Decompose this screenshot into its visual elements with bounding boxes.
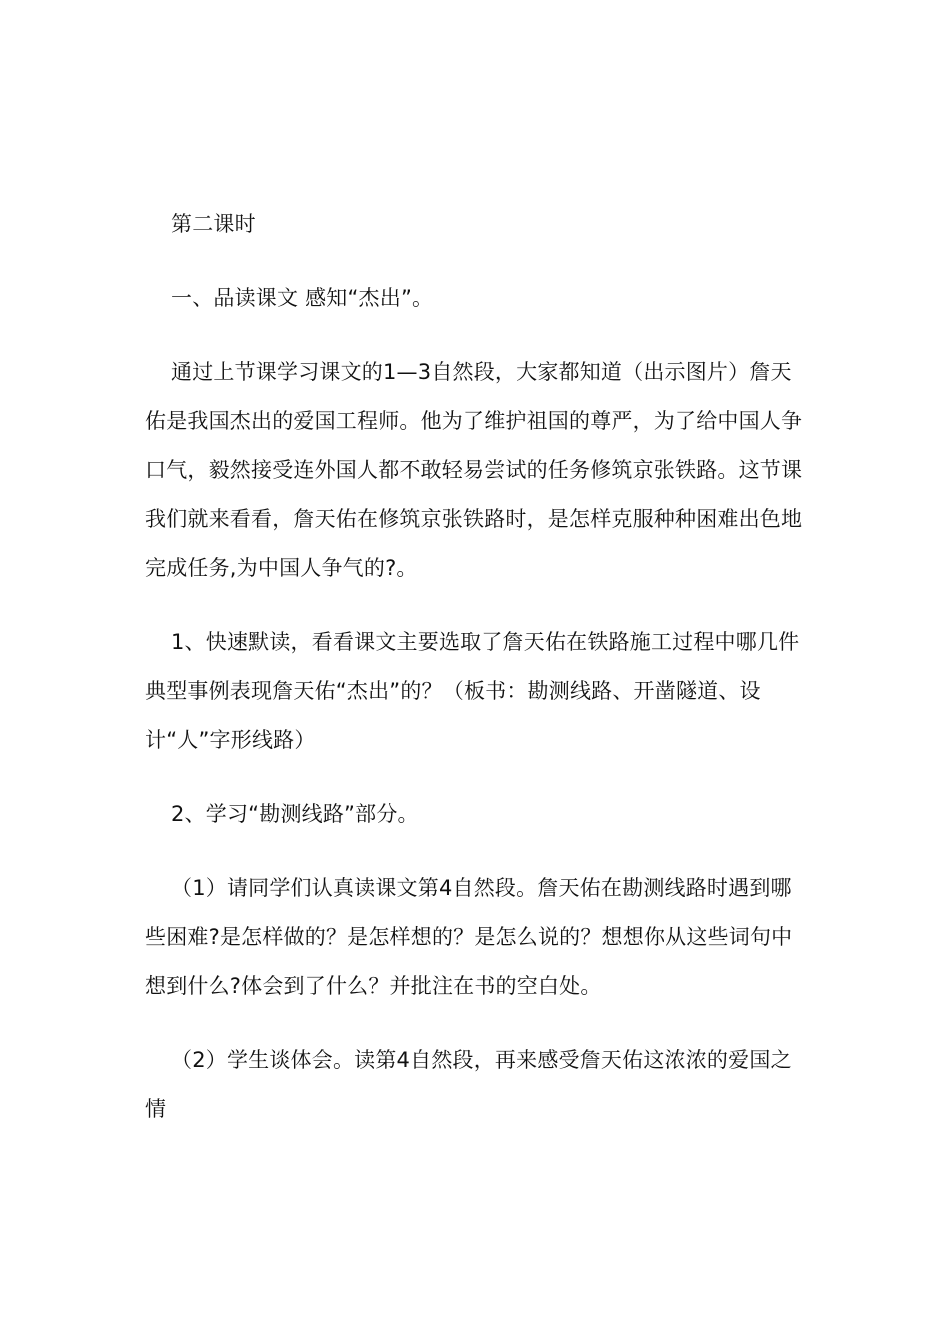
section-heading: 一、品读课文 感知“杰出”。 xyxy=(171,286,434,310)
step-2-paragraph: 2、学习“勘测线路”部分。 xyxy=(171,802,419,826)
intro-paragraph: 通过上节课学习课文的1—3自然段，大家都知道（出示图片）詹天佑是我国杰出的爱国工程师。他为了维护祖国的尊严，为了给中国人争口气，毅然接受连外国人都不敢轻易尝试的任务修筑京张铁路。这节课我们就来看看，詹天佑在修筑京张铁路时，是怎样克服种种困难出色地完成任务,为中国人争气的?。 xyxy=(145,360,803,580)
document-body xyxy=(145,200,810,1134)
lesson-heading: 第二课时 xyxy=(171,212,256,236)
step-1-paragraph: 1、快速默读，看看课文主要选取了詹天佑在铁路施工过程中哪几件典型事例表现詹天佑“杰出”的？（板书：勘测线路、开凿隧道、设计“人”字形线路） xyxy=(145,630,800,752)
step-2-1-paragraph: （1）请同学们认真读课文第4自然段。詹天佑在勘测线路时遇到哪些困难?是怎样做的？是怎样想的？是怎么说的？想想你从这些词句中想到什么?体会到了什么？并批注在书的空白处。 xyxy=(145,876,793,998)
step-2-2-paragraph: （2）学生谈体会。读第4自然段，再来感受詹天佑这浓浓的爱国之情 xyxy=(145,1048,792,1121)
